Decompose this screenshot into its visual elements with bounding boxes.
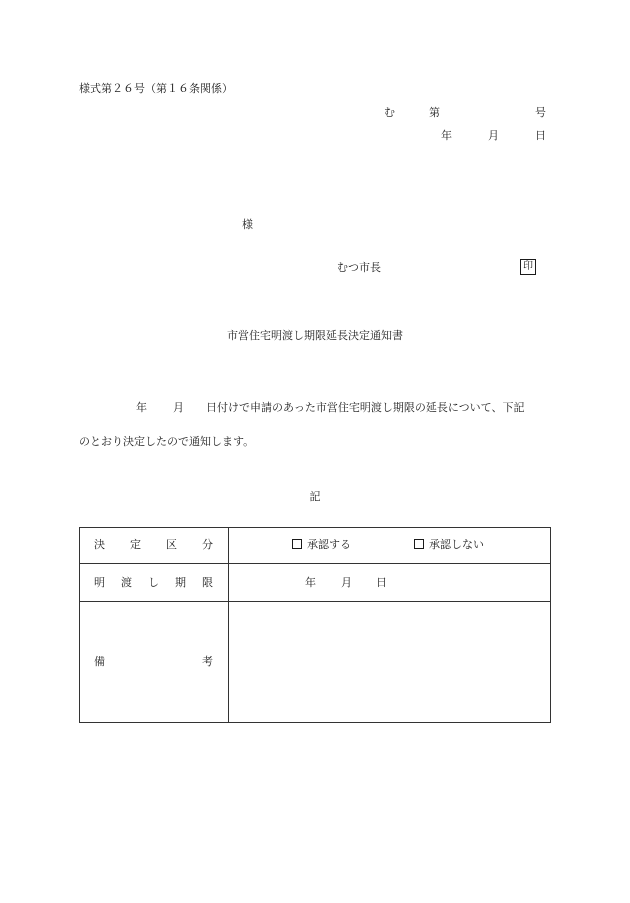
doc-number-prefix: む [384, 106, 395, 119]
table-row-divider [80, 563, 550, 564]
addressee-suffix: 様 [242, 218, 253, 231]
table-column-divider [228, 528, 229, 722]
doc-number-dai: 第 [429, 106, 440, 119]
date-month: 月 [488, 129, 499, 142]
approve-label: 承認する [307, 538, 351, 551]
row2-label-char: 期 [175, 576, 186, 589]
form-number: 様式第２６号（第１６条関係） [79, 82, 233, 95]
date-year: 年 [441, 129, 452, 142]
reject-checkbox[interactable] [414, 539, 424, 549]
row2-label-char: 渡 [121, 576, 132, 589]
decision-table [79, 527, 551, 723]
sender: むつ市長 [337, 261, 381, 274]
row1-label-char: 定 [130, 538, 141, 551]
body-year: 年 [136, 401, 147, 414]
row1-label-char: 分 [202, 538, 213, 551]
row3-label-char: 考 [202, 655, 213, 668]
reject-option[interactable] [414, 539, 484, 550]
document-title: 市営住宅明渡し期限延長決定通知書 [227, 329, 403, 342]
seal-mark: 印 [520, 259, 536, 275]
row3-label-char: 備 [94, 655, 105, 668]
deadline-month: 月 [341, 576, 352, 589]
row2-label-char: 限 [202, 576, 213, 589]
table-row-divider [80, 601, 550, 602]
deadline-day: 日 [376, 576, 387, 589]
row2-label-char: し [148, 576, 159, 589]
body-text: 日付けで申請のあった市営住宅明渡し期限の延長について、下記 [206, 401, 525, 414]
deadline-year: 年 [305, 576, 316, 589]
doc-number-go: 号 [535, 106, 546, 119]
ki-heading: 記 [309, 490, 321, 503]
approve-option[interactable] [292, 539, 351, 550]
date-day: 日 [535, 129, 546, 142]
approve-checkbox[interactable] [292, 539, 302, 549]
row1-label-char: 決 [94, 538, 105, 551]
row1-label-char: 区 [166, 538, 177, 551]
reject-label: 承認しない [429, 538, 484, 551]
body-month: 月 [173, 401, 184, 414]
row2-label-char: 明 [94, 576, 105, 589]
body-text-line2: のとおり決定したので通知します。 [79, 435, 255, 448]
